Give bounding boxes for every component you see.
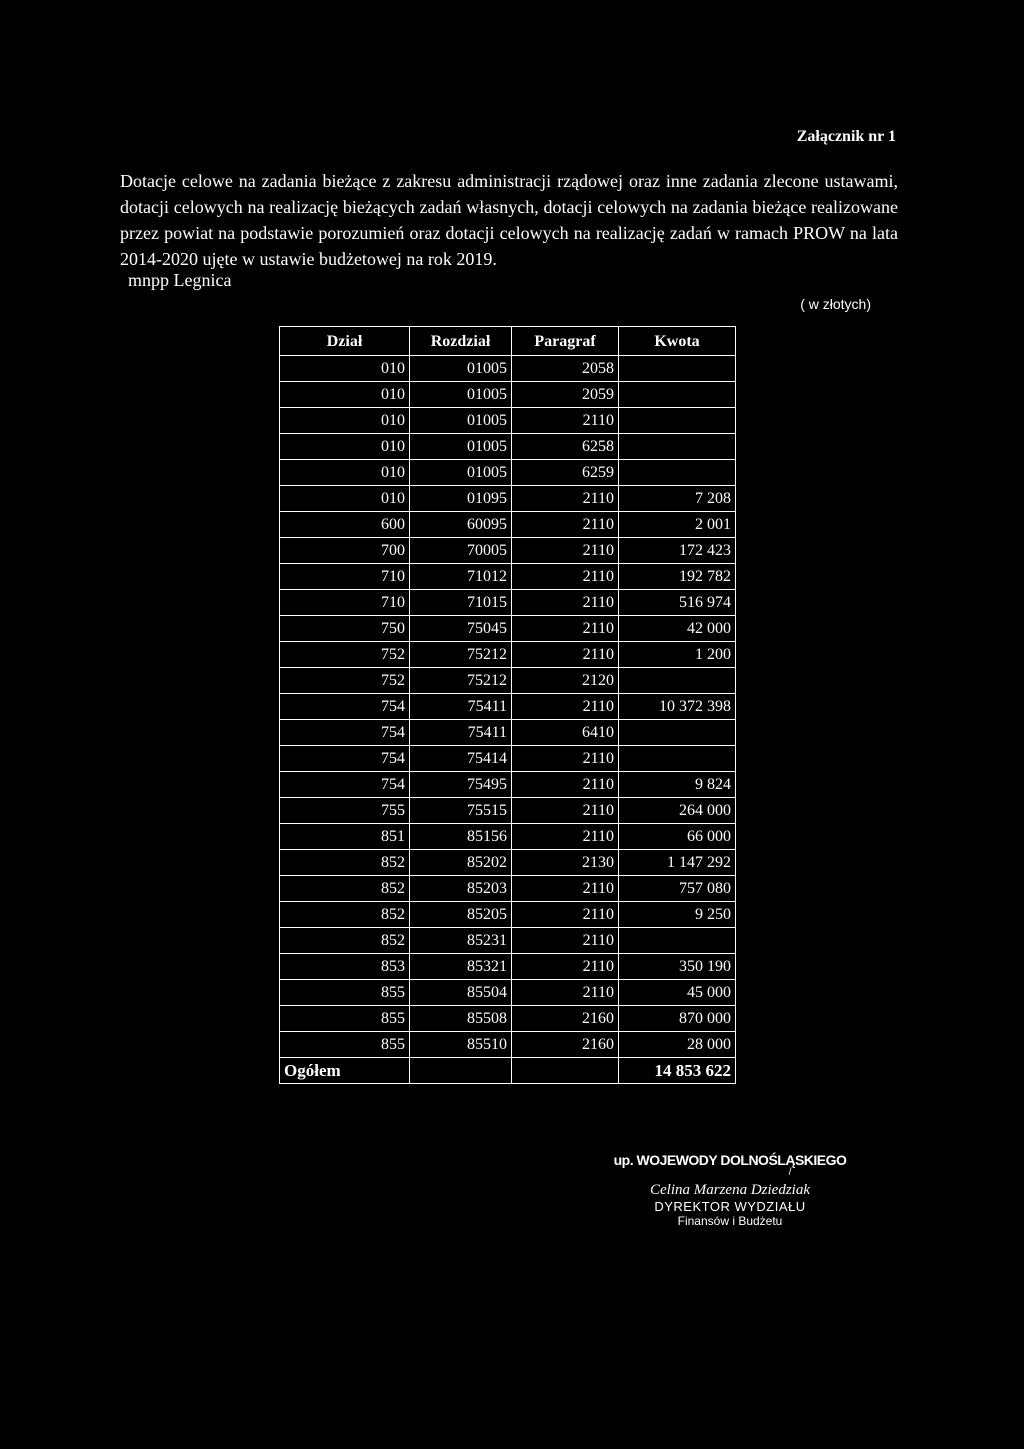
table-row [280,720,736,746]
cell-kwota: 1 200 [619,642,736,668]
total-empty-paragraf [512,1058,619,1084]
cell-dzial: 010 [280,460,410,486]
table-row [280,876,736,902]
cell-kwota: 9 250 [619,902,736,928]
cell-kwota [619,460,736,486]
cell-rozdzial: 71012 [410,564,512,590]
total-label: Ogółem [280,1058,410,1084]
cell-kwota: 2 001 [619,512,736,538]
cell-paragraf: 2110 [512,928,619,954]
cell-dzial: 010 [280,486,410,512]
cell-paragraf: 2110 [512,538,619,564]
cell-dzial: 852 [280,928,410,954]
table-row [280,980,736,1006]
cell-rozdzial: 60095 [410,512,512,538]
total-amount: 14 853 622 [619,1058,736,1084]
signature-title: DYREKTOR WYDZIAŁU [654,1199,806,1214]
cell-paragraf: 2110 [512,512,619,538]
table-row [280,408,736,434]
table-row [280,668,736,694]
cell-paragraf: 2058 [512,356,619,382]
cell-paragraf: 2130 [512,850,619,876]
cell-rozdzial: 01005 [410,382,512,408]
cell-dzial: 710 [280,590,410,616]
signature-authority: up. WOJEWODY DOLNOŚLĄSKIEGO [613,1152,847,1168]
cell-rozdzial: 01005 [410,434,512,460]
cell-paragraf: 2110 [512,694,619,720]
cell-paragraf: 2110 [512,876,619,902]
cell-rozdzial: 75212 [410,642,512,668]
cell-dzial: 855 [280,1032,410,1058]
table-row [280,928,736,954]
table-row [280,460,736,486]
cell-kwota: 7 208 [619,486,736,512]
budget-table [279,326,736,1084]
cell-rozdzial: 85231 [410,928,512,954]
currency-unit: ( w złotych) [800,296,871,312]
cell-kwota: 28 000 [619,1032,736,1058]
cell-kwota: 10 372 398 [619,694,736,720]
table-row [280,954,736,980]
cell-paragraf: 2110 [512,772,619,798]
cell-paragraf: 6259 [512,460,619,486]
cell-paragraf: 2110 [512,824,619,850]
cell-rozdzial: 85321 [410,954,512,980]
cell-rozdzial: 85510 [410,1032,512,1058]
table-row [280,512,736,538]
cell-rozdzial: 75515 [410,798,512,824]
table-row [280,798,736,824]
cell-kwota [619,382,736,408]
cell-paragraf: 2110 [512,590,619,616]
signature-name: Celina Marzena Dziedziak [650,1182,810,1198]
cell-paragraf: 2110 [512,980,619,1006]
cell-kwota: 192 782 [619,564,736,590]
cell-dzial: 754 [280,746,410,772]
cell-rozdzial: 75045 [410,616,512,642]
table-row [280,850,736,876]
table-row [280,1006,736,1032]
cell-dzial: 010 [280,408,410,434]
table-row [280,1032,736,1058]
cell-paragraf: 2110 [512,642,619,668]
cell-dzial: 851 [280,824,410,850]
cell-kwota [619,356,736,382]
cell-rozdzial: 75411 [410,694,512,720]
table-row [280,824,736,850]
cell-kwota: 350 190 [619,954,736,980]
cell-kwota [619,720,736,746]
cell-dzial: 754 [280,720,410,746]
table-row [280,694,736,720]
cell-kwota: 66 000 [619,824,736,850]
cell-rozdzial: 01005 [410,356,512,382]
total-row [280,1058,736,1084]
cell-dzial: 852 [280,850,410,876]
cell-dzial: 700 [280,538,410,564]
cell-dzial: 752 [280,668,410,694]
cell-kwota: 172 423 [619,538,736,564]
cell-kwota [619,434,736,460]
cell-dzial: 855 [280,980,410,1006]
cell-dzial: 852 [280,902,410,928]
cell-dzial: 752 [280,642,410,668]
cell-paragraf: 2110 [512,902,619,928]
cell-kwota [619,928,736,954]
intro-paragraph: Dotacje celowe na zadania bieżące z zakresu administracji rządowej oraz inne zadania zlecone ustawami, dotacji celowych na realizację bieżących zadań własnych, dotacji celowych na zadania bieżące realizowane przez powiat na podstawie porozumień oraz dotacji celowych na realizację zadań w ramach PROW na lata 2014-2020 ujęte w ustawie budżetowej na rok 2019. [120,171,898,269]
total-empty-rozdzial [410,1058,512,1084]
header-kwota: Kwota [619,327,736,356]
signature-block [590,1152,870,1228]
header-dzial: Dział [280,327,410,356]
cell-paragraf: 2110 [512,616,619,642]
cell-dzial: 600 [280,512,410,538]
cell-rozdzial: 85504 [410,980,512,1006]
cell-rozdzial: 75495 [410,772,512,798]
table-row [280,616,736,642]
cell-paragraf: 2110 [512,486,619,512]
cell-kwota: 9 824 [619,772,736,798]
signature-department: Finansów i Budżetu [677,1214,783,1228]
cell-kwota: 264 000 [619,798,736,824]
table-row [280,486,736,512]
cell-paragraf: 2059 [512,382,619,408]
cell-paragraf: 2110 [512,408,619,434]
cell-dzial: 010 [280,382,410,408]
cell-dzial: 010 [280,434,410,460]
cell-kwota [619,746,736,772]
cell-rozdzial: 85205 [410,902,512,928]
cell-paragraf: 6258 [512,434,619,460]
cell-rozdzial: 85156 [410,824,512,850]
cell-dzial: 754 [280,772,410,798]
table-row [280,356,736,382]
table-row [280,772,736,798]
cell-rozdzial: 85202 [410,850,512,876]
cell-kwota: 516 974 [619,590,736,616]
cell-rozdzial: 70005 [410,538,512,564]
cell-dzial: 855 [280,1006,410,1032]
cell-kwota [619,408,736,434]
table-row [280,590,736,616]
attachment-label: Załącznik nr 1 [796,128,896,145]
cell-paragraf: 2160 [512,1006,619,1032]
header-paragraf: Paragraf [512,327,619,356]
cell-rozdzial: 71015 [410,590,512,616]
cell-kwota: 870 000 [619,1006,736,1032]
cell-rozdzial: 75414 [410,746,512,772]
cell-rozdzial: 75411 [410,720,512,746]
table-row [280,902,736,928]
cell-paragraf: 2110 [512,564,619,590]
cell-paragraf: 6410 [512,720,619,746]
table-row [280,434,736,460]
table-row [280,382,736,408]
cell-kwota: 42 000 [619,616,736,642]
cell-rozdzial: 01005 [410,408,512,434]
cell-paragraf: 2110 [512,954,619,980]
cell-kwota: 757 080 [619,876,736,902]
table-row [280,642,736,668]
cell-kwota: 1 147 292 [619,850,736,876]
cell-dzial: 754 [280,694,410,720]
cell-paragraf: 2110 [512,746,619,772]
signature-mark: / [788,1167,792,1178]
cell-paragraf: 2160 [512,1032,619,1058]
cell-rozdzial: 85508 [410,1006,512,1032]
cell-rozdzial: 85203 [410,876,512,902]
cell-dzial: 710 [280,564,410,590]
cell-dzial: 755 [280,798,410,824]
cell-kwota [619,668,736,694]
table-row [280,746,736,772]
cell-paragraf: 2110 [512,798,619,824]
cell-dzial: 010 [280,356,410,382]
cell-rozdzial: 01095 [410,486,512,512]
cell-kwota: 45 000 [619,980,736,1006]
table-header-row [280,327,736,356]
table-row [280,564,736,590]
office-name: mnpp Legnica [128,270,232,290]
header-rozdzial: Rozdział [410,327,512,356]
cell-dzial: 852 [280,876,410,902]
cell-rozdzial: 01005 [410,460,512,486]
cell-dzial: 750 [280,616,410,642]
cell-paragraf: 2120 [512,668,619,694]
table-row [280,538,736,564]
cell-rozdzial: 75212 [410,668,512,694]
cell-dzial: 853 [280,954,410,980]
